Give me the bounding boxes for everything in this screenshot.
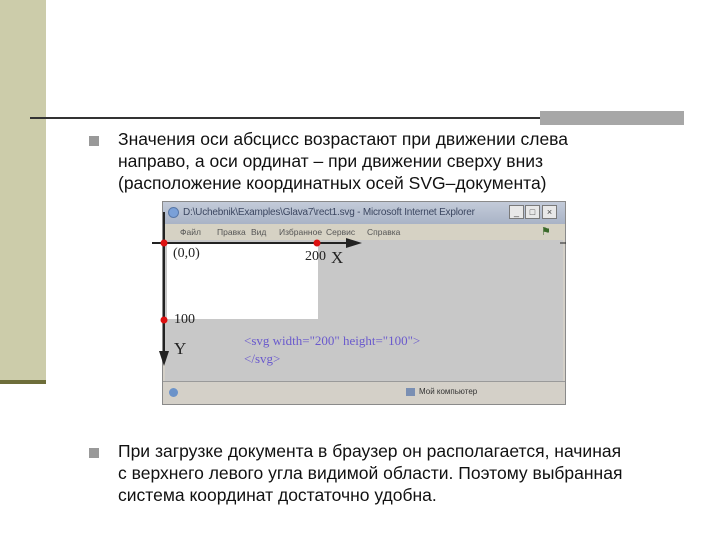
bullet-1-line-2: направо, а оси ординат – при движении сверху вниз — [118, 151, 544, 171]
origin-label: (0,0) — [173, 246, 200, 261]
windows-flag-icon: ⚑ — [541, 226, 551, 238]
status-zone-label: Мой компьютер — [419, 387, 478, 396]
bullet-2-line-1: При загрузке документа в браузер он располагается, начиная — [118, 441, 622, 461]
bullet-2-line-2: с верхнего левого угла видимой области. Поэтому выбранная — [118, 463, 623, 483]
close-button[interactable]: × — [542, 205, 557, 219]
browser-title: D:\Uchebnik\Examples\Glava7\rect1.svg - Microsoft Internet Explorer — [183, 207, 475, 218]
bullet-2-line-3: система координат достаточно удобна. — [118, 485, 437, 505]
minimize-button[interactable]: _ — [509, 205, 524, 219]
x-200-marker — [314, 240, 321, 247]
bullet-1-line-3: (расположение координатных осей SVG–документа) — [118, 173, 547, 193]
y-axis-arrow — [159, 351, 169, 366]
menu-item-edit[interactable]: Правка — [217, 227, 246, 237]
maximize-button[interactable]: □ — [525, 205, 540, 219]
code-line-open-tag: <svg width="200" height="100"> — [244, 333, 421, 348]
menu-item-view[interactable]: Вид — [251, 227, 267, 237]
menu-item-favorites[interactable]: Избранное — [279, 227, 323, 237]
x-axis-label: X — [331, 248, 344, 267]
origin-marker — [161, 240, 168, 247]
bullet-paragraph-2 — [118, 440, 622, 506]
code-line-close-tag: </svg> — [244, 351, 281, 366]
menu-item-tools[interactable]: Сервис — [326, 227, 356, 237]
menu-item-file[interactable]: Файл — [180, 227, 201, 237]
y-tick-label: 100 — [174, 312, 195, 327]
y-axis-label: Y — [174, 339, 187, 358]
bullet-marker-2 — [89, 448, 99, 458]
menu-item-help[interactable]: Справка — [367, 227, 401, 237]
bullet-1-line-1: Значения оси абсцисс возрастают при движении слева — [118, 129, 569, 149]
y-100-marker — [161, 317, 168, 324]
x-axis-arrow — [346, 238, 362, 248]
x-tick-label: 200 — [305, 249, 326, 264]
